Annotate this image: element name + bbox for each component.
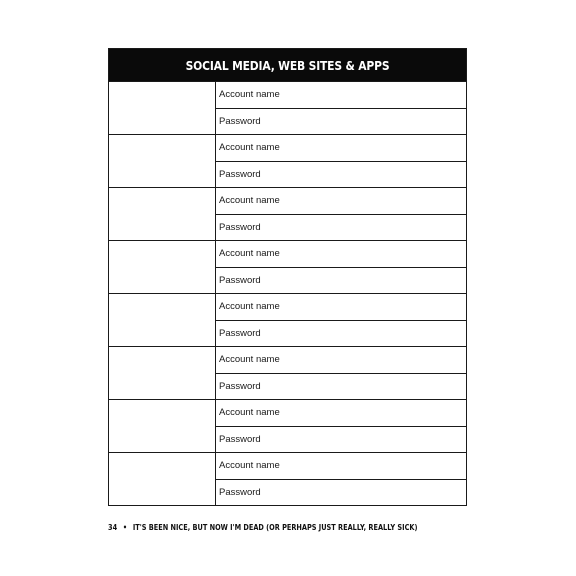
site-name-cell[interactable] bbox=[109, 453, 216, 505]
entry-row bbox=[109, 134, 466, 187]
sheet-title-bar bbox=[109, 49, 466, 81]
site-name-cell[interactable] bbox=[109, 188, 216, 240]
account-name-field[interactable]: Account name bbox=[219, 301, 280, 313]
account-name-field[interactable]: Account name bbox=[219, 354, 280, 366]
password-field[interactable]: Password bbox=[216, 426, 466, 453]
password-field[interactable]: Password bbox=[216, 161, 466, 188]
site-name-cell[interactable] bbox=[109, 135, 216, 187]
account-name-field[interactable]: Account name bbox=[219, 460, 280, 472]
entry-fields bbox=[216, 453, 466, 505]
footer-bullet: • bbox=[122, 523, 128, 532]
entry-row bbox=[109, 399, 466, 452]
entry-row bbox=[109, 187, 466, 240]
entry-fields bbox=[216, 241, 466, 293]
page-footer bbox=[108, 523, 417, 532]
site-name-cell[interactable] bbox=[109, 241, 216, 293]
site-name-cell[interactable] bbox=[109, 294, 216, 346]
sheet-title: SOCIAL MEDIA, WEB SITES & APPS bbox=[185, 57, 390, 73]
entry-fields bbox=[216, 82, 466, 134]
entry-row bbox=[109, 240, 466, 293]
entry-row bbox=[109, 81, 466, 134]
account-name-field[interactable]: Account name bbox=[219, 248, 280, 260]
account-name-field[interactable]: Account name bbox=[219, 195, 280, 207]
account-name-field[interactable]: Account name bbox=[219, 89, 280, 101]
account-name-field[interactable]: Account name bbox=[219, 142, 280, 154]
password-field[interactable]: Password bbox=[216, 320, 466, 347]
password-field[interactable]: Password bbox=[216, 108, 466, 135]
password-log-sheet bbox=[108, 48, 467, 506]
password-field[interactable]: Password bbox=[216, 214, 466, 241]
entry-fields bbox=[216, 347, 466, 399]
site-name-cell[interactable] bbox=[109, 347, 216, 399]
entry-fields bbox=[216, 135, 466, 187]
page-number: 34 bbox=[108, 523, 118, 532]
account-name-field[interactable]: Account name bbox=[219, 407, 280, 419]
site-name-cell[interactable] bbox=[109, 82, 216, 134]
entry-row bbox=[109, 293, 466, 346]
entry-row bbox=[109, 452, 466, 505]
site-name-cell[interactable] bbox=[109, 400, 216, 452]
book-title: IT'S BEEN NICE, BUT NOW I'M DEAD (OR PERHAPS JUST REALLY, REALLY SICK) bbox=[132, 523, 418, 532]
entry-row bbox=[109, 346, 466, 399]
password-field[interactable]: Password bbox=[216, 373, 466, 400]
entry-fields bbox=[216, 188, 466, 240]
entry-fields bbox=[216, 400, 466, 452]
password-field[interactable]: Password bbox=[216, 267, 466, 294]
password-field[interactable]: Password bbox=[216, 479, 466, 506]
entry-fields bbox=[216, 294, 466, 346]
